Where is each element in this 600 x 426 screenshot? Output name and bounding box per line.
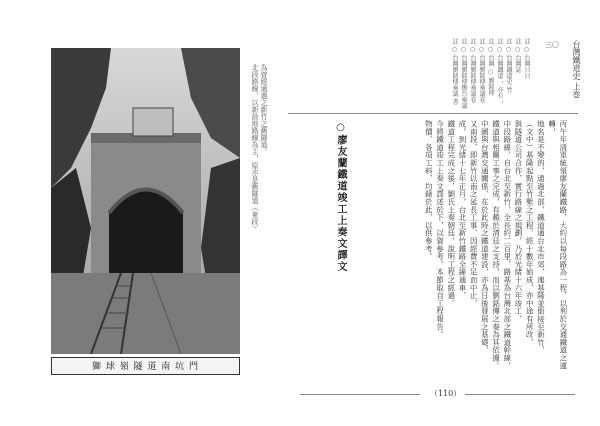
body-line: 今將鐵道竣工上奏文譯述於下，以資參考。本節取自工程報告。 bbox=[435, 120, 445, 339]
folio-rule-right bbox=[465, 394, 575, 395]
body-line: 與隧道公司合作，實行路線之規劃，乃於光緒十六年竣工， bbox=[513, 120, 523, 323]
footnote: 註 ○ 台灣劉銘傳奏議卷 bbox=[469, 38, 476, 103]
body-line: 鐵道與相關工事之完成，有賴於清廷之支持，而以劉銘傳之奏為其依據。 bbox=[491, 120, 501, 370]
body-text bbox=[350, 120, 580, 380]
body-line: （文中）基隆起點至竹塹之工程，經十數年始成，亦中途有所改， bbox=[525, 120, 535, 347]
body-line: 又南段，即新竹以南之延長工事，因經費不足而中止， bbox=[469, 120, 479, 308]
body-line: 地名是不變的，通過北部，鐵道通台北市郊，連基隆並銜接至新竹， bbox=[536, 120, 546, 354]
body-line: 中段路線，自台北至新竹，全長約二百里，路基為台灣北部之鐵道幹線， bbox=[502, 120, 512, 370]
top-rule bbox=[288, 113, 578, 114]
body-line: 鐵道工程完成之後，劉氏上奏朝廷，說明工程之經過。 bbox=[446, 120, 456, 308]
footnote: 註 ○ 台灣劉銘傳奏議 書 bbox=[451, 38, 458, 105]
footnote: 註 ○ 台灣劉銘傳撫台奏議 bbox=[460, 38, 467, 109]
running-title: 台灣鐵道史 上巻 bbox=[572, 40, 581, 99]
footnote: 註 ○ 台灣鐵道史 竹 bbox=[505, 38, 512, 93]
folio-rule-left bbox=[300, 394, 420, 395]
body-line: 丙午年清軍統領廖友蘭鐵路，大約以每段路為一程，以利於交通鐵道之運轉， bbox=[547, 120, 568, 370]
footnote: 註 ○ 台灣鐵道 ，亦有 ， bbox=[496, 38, 503, 107]
body-line: 成，到光緒十七年正月，台北至新竹鐵路全線通車， bbox=[457, 120, 467, 300]
body-line: 物價、各項工料，均錄於此，以供參考。 bbox=[424, 120, 434, 261]
footnote: 註 ○ 台灣誌 bbox=[514, 38, 521, 73]
page-folio: （110） bbox=[430, 389, 462, 398]
footnote: 註 ○ 台灣劉銘傳奏議卷 bbox=[478, 38, 485, 103]
photo-side-note: 為曾經通過之新竹之舊隧道。 北段路線，以新設地路線為主，原亦是舊隧道（東段） bbox=[251, 64, 268, 232]
page-marker: 三〇 bbox=[545, 41, 559, 49]
footnotes bbox=[450, 38, 540, 118]
body-line: 中國與台灣交通關係，在於此時之鐵道建設，亦為日後發展之基礎， bbox=[480, 120, 490, 354]
footnote: 註 ○ 台灣 ○ 劉銘傳 bbox=[487, 38, 494, 96]
section-heading: ○廖友蘭鐵道竣工上奏文譯文 bbox=[335, 122, 346, 273]
photo-caption: 獅 球 嶺 隧 道 南 坑 門 bbox=[51, 357, 240, 375]
tunnel-photo bbox=[51, 48, 240, 354]
footnote: 註 ○ 台灣日日 bbox=[523, 38, 530, 79]
